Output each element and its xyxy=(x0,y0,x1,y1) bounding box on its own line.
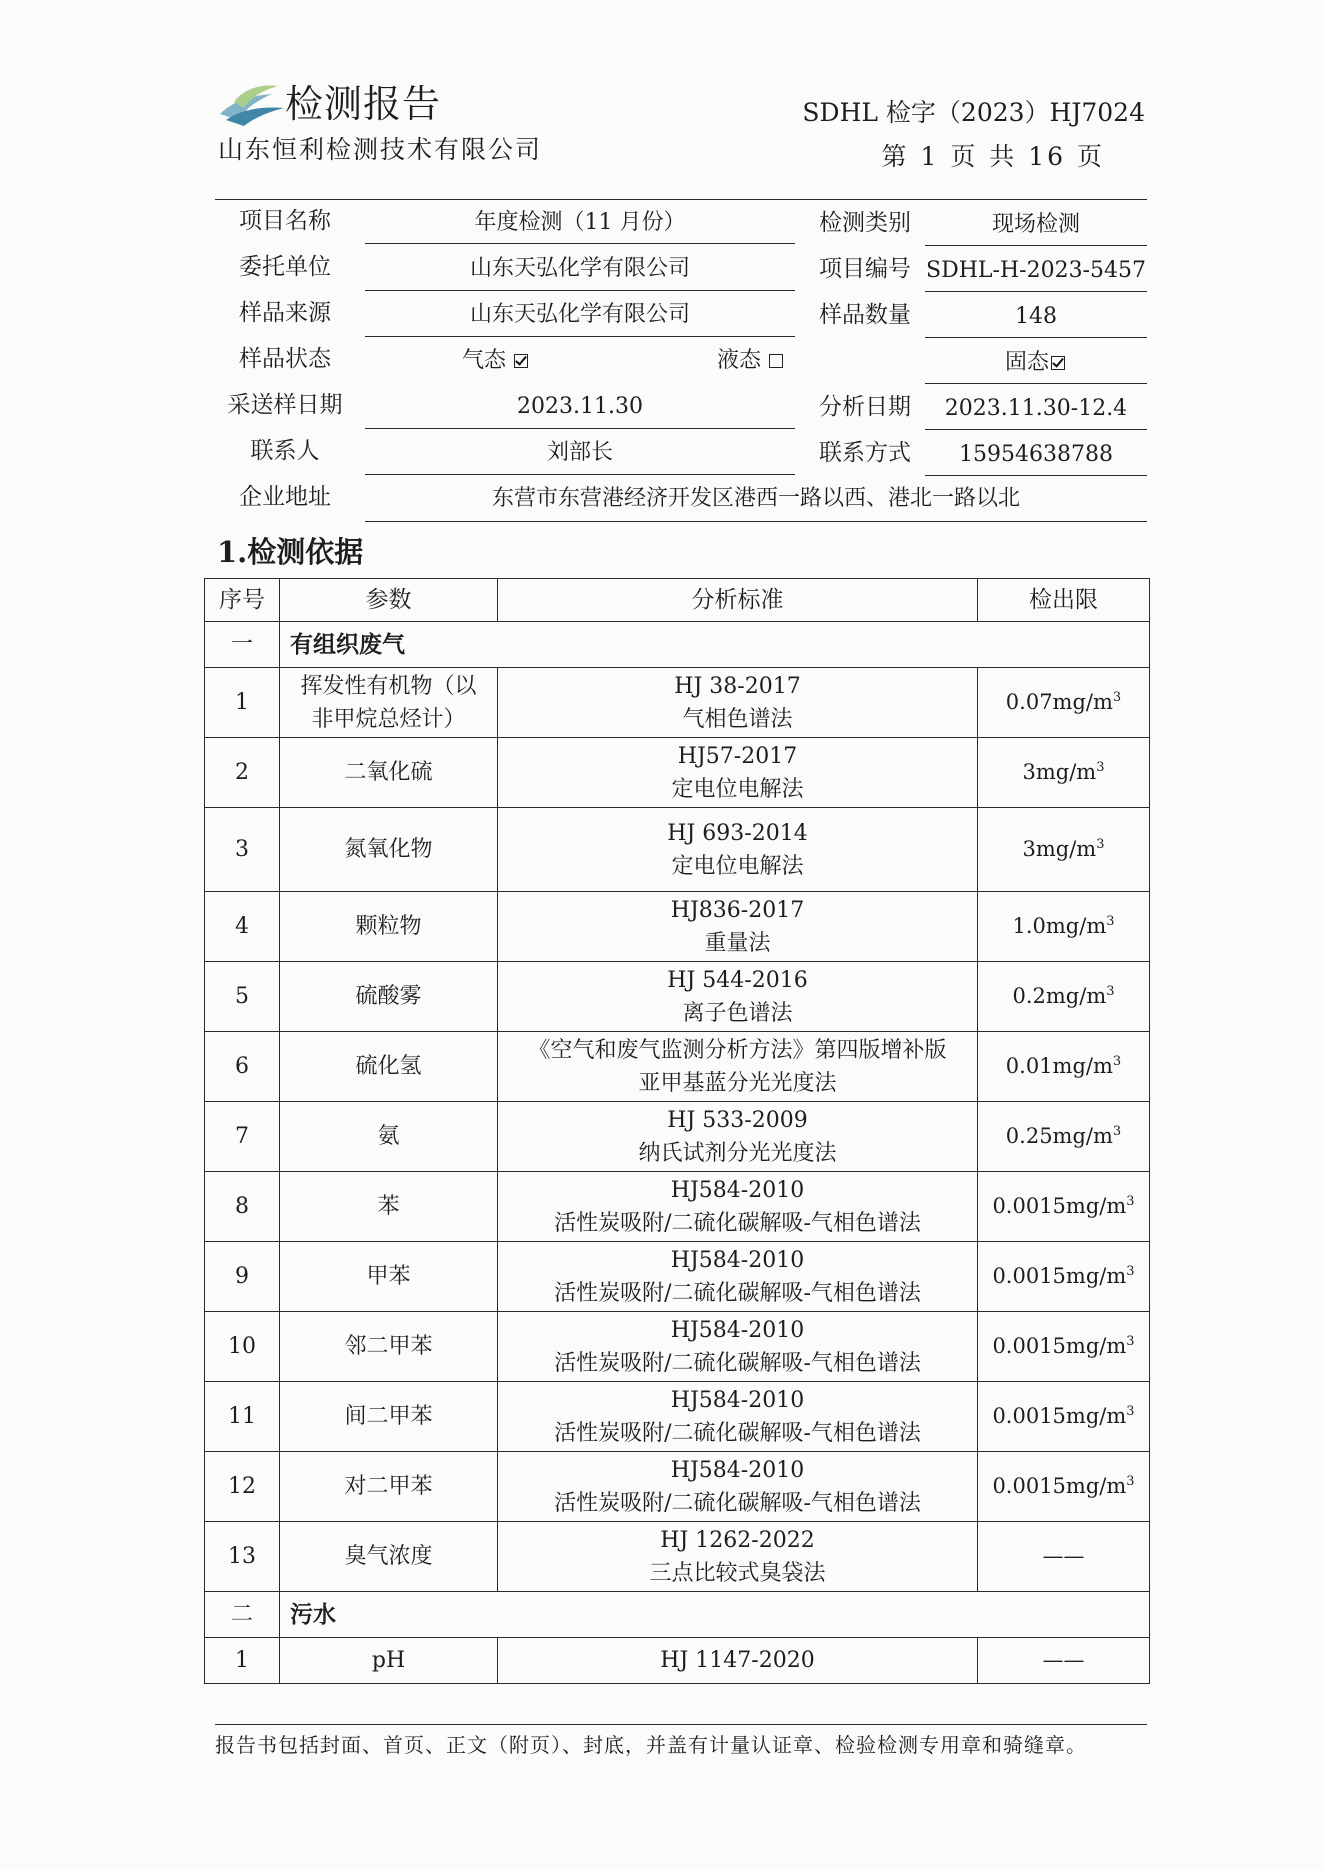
standard-line: 气相色谱法 xyxy=(682,706,793,732)
row-no: 6 xyxy=(205,1032,280,1102)
underline xyxy=(925,383,1147,384)
test-basis-table xyxy=(204,578,1150,1684)
sample-source-value: 山东天弘化学有限公司 xyxy=(469,302,690,327)
standard-line: 重量法 xyxy=(704,930,771,956)
row-limit xyxy=(978,1638,1150,1684)
table-row xyxy=(205,1452,1150,1522)
limit-value: 0.2mg/m xyxy=(1012,984,1107,1008)
limit-unit-exponent: 3 xyxy=(1096,760,1105,775)
standard-line: HJ584-2010 xyxy=(670,1457,805,1483)
contact-label: 联系人 xyxy=(250,438,320,464)
sampling-date-value: 2023.11.30 xyxy=(517,394,643,419)
standard-line: 亚甲基蓝分光光度法 xyxy=(638,1070,837,1096)
row-param xyxy=(280,962,498,1032)
standard-line: 定电位电解法 xyxy=(671,853,804,879)
table-row xyxy=(205,808,1150,892)
sample-source-label: 样品来源 xyxy=(239,300,331,326)
limit-value: 0.0015mg/m xyxy=(992,1334,1127,1358)
solid-checkbox xyxy=(1051,356,1065,370)
row-standard xyxy=(498,1452,978,1522)
standard-line: HJ 544-2016 xyxy=(667,967,808,993)
param-line: 氮氧化物 xyxy=(344,837,433,862)
limit-value: 0.01mg/m xyxy=(1005,1054,1113,1078)
underline xyxy=(925,337,1147,338)
param-line: 对二甲苯 xyxy=(344,1474,433,1499)
standard-line: HJ 693-2014 xyxy=(667,820,808,846)
table-row xyxy=(205,892,1150,962)
param-line: 非甲烷总烃计） xyxy=(311,706,466,732)
param-line: 苯 xyxy=(377,1194,400,1219)
row-standard xyxy=(498,1522,978,1592)
category-name: 污水 xyxy=(280,1592,1150,1638)
header-limit: 检出限 xyxy=(978,579,1150,622)
row-no: 1 xyxy=(205,668,280,738)
category-row xyxy=(205,622,1150,668)
param-line: 二氧化硫 xyxy=(344,760,433,785)
row-limit xyxy=(978,892,1150,962)
row-limit xyxy=(978,1242,1150,1312)
row-limit xyxy=(978,1172,1150,1242)
address-label: 企业地址 xyxy=(239,484,331,510)
limit-value: 0.0015mg/m xyxy=(992,1474,1127,1498)
param-line: 邻二甲苯 xyxy=(344,1334,433,1359)
standard-line: HJ584-2010 xyxy=(670,1177,805,1203)
underline xyxy=(365,474,795,475)
limit-unit-exponent: 3 xyxy=(1126,1404,1135,1419)
sampling-date-label: 采送样日期 xyxy=(227,392,343,418)
table-row xyxy=(205,1102,1150,1172)
row-limit xyxy=(978,1452,1150,1522)
row-limit xyxy=(978,1102,1150,1172)
row-limit xyxy=(978,1032,1150,1102)
header-divider xyxy=(215,199,1147,200)
limit-unit-exponent: 3 xyxy=(1126,1264,1135,1279)
standard-line: HJ 1147-2020 xyxy=(660,1648,815,1673)
row-limit xyxy=(978,668,1150,738)
client-value: 山东天弘化学有限公司 xyxy=(469,256,690,281)
category-row xyxy=(205,1592,1150,1638)
test-type-label: 检测类别 xyxy=(819,210,911,236)
standard-line: HJ 533-2009 xyxy=(667,1107,808,1133)
param-line: 硫酸雾 xyxy=(355,984,422,1009)
row-no: 2 xyxy=(205,738,280,808)
report-number: SDHL 检字（2023）HJ7024 xyxy=(802,98,1145,127)
table-body xyxy=(205,622,1150,1684)
row-standard xyxy=(498,1638,978,1684)
limit-unit-exponent: 3 xyxy=(1096,837,1105,852)
table-row xyxy=(205,962,1150,1032)
header-param: 参数 xyxy=(280,579,498,622)
row-standard xyxy=(498,1102,978,1172)
standard-line: 纳氏试剂分光光度法 xyxy=(638,1140,837,1166)
underline xyxy=(925,429,1147,430)
row-param xyxy=(280,1638,498,1684)
underline xyxy=(925,475,1147,476)
report-title: 检测报告 xyxy=(285,82,442,126)
row-standard xyxy=(498,738,978,808)
limit-unit-exponent: 3 xyxy=(1112,1124,1122,1139)
address-value: 东营市东营港经济开发区港西一路以西、港北一路以北 xyxy=(491,486,1020,511)
row-param xyxy=(280,1522,498,1592)
underline xyxy=(365,243,795,244)
param-line: 氨 xyxy=(377,1124,400,1149)
param-line: pH xyxy=(371,1648,406,1673)
standard-line: 活性炭吸附/二硫化碳解吸-气相色谱法 xyxy=(554,1210,921,1236)
sample-state-label: 样品状态 xyxy=(239,346,331,372)
header-no: 序号 xyxy=(205,579,280,622)
client-label: 委托单位 xyxy=(239,254,331,280)
standard-line: HJ584-2010 xyxy=(670,1247,805,1273)
limit-value: 0.0015mg/m xyxy=(992,1404,1127,1428)
row-standard xyxy=(498,892,978,962)
param-line: 挥发性有机物（以 xyxy=(300,673,477,699)
sample-qty-value: 148 xyxy=(1015,304,1057,329)
table-row xyxy=(205,1172,1150,1242)
param-line: 颗粒物 xyxy=(355,914,422,939)
row-param xyxy=(280,1032,498,1102)
underline xyxy=(365,336,795,337)
limit-value: 0.07mg/m xyxy=(1005,690,1113,714)
standard-line: HJ584-2010 xyxy=(670,1317,805,1343)
row-param xyxy=(280,808,498,892)
analysis-date-label: 分析日期 xyxy=(819,394,911,420)
row-standard xyxy=(498,962,978,1032)
project-no-label: 项目编号 xyxy=(819,256,911,282)
standard-line: 活性炭吸附/二硫化碳解吸-气相色谱法 xyxy=(554,1420,921,1446)
row-param xyxy=(280,668,498,738)
header-standard: 分析标准 xyxy=(498,579,978,622)
analysis-date-value: 2023.11.30-12.4 xyxy=(944,396,1128,421)
row-no: 13 xyxy=(205,1522,280,1592)
state-solid-label: 固态 xyxy=(1004,350,1049,375)
standard-line: HJ836-2017 xyxy=(670,897,805,923)
param-line: 臭气浓度 xyxy=(344,1544,433,1569)
category-name: 有组织废气 xyxy=(280,622,1150,668)
standard-line: HJ 38-2017 xyxy=(674,673,801,699)
table-row xyxy=(205,1382,1150,1452)
limit-unit-exponent: 3 xyxy=(1126,1474,1135,1489)
standard-line: HJ584-2010 xyxy=(670,1387,805,1413)
limit-value: 1.0mg/m xyxy=(1012,914,1107,938)
category-no: 二 xyxy=(205,1592,280,1638)
row-limit xyxy=(978,962,1150,1032)
row-standard xyxy=(498,1312,978,1382)
row-standard xyxy=(498,668,978,738)
contact-value: 刘部长 xyxy=(546,440,613,465)
standard-line: HJ57-2017 xyxy=(677,743,798,769)
sample-qty-label: 样品数量 xyxy=(819,302,911,328)
standard-line: 离子色谱法 xyxy=(682,1000,793,1026)
standard-line: 活性炭吸附/二硫化碳解吸-气相色谱法 xyxy=(554,1280,921,1306)
standard-line: 《空气和废气监测分析方法》第四版增补版 xyxy=(528,1037,947,1063)
standard-line: 三点比较式臭袋法 xyxy=(649,1560,826,1586)
row-no: 11 xyxy=(205,1382,280,1452)
row-no: 10 xyxy=(205,1312,280,1382)
row-limit xyxy=(978,1312,1150,1382)
section-title: 1.检测依据 xyxy=(217,535,364,569)
page-indicator: 第 1 页 共 16 页 xyxy=(881,142,1105,171)
table-header-row xyxy=(205,579,1150,622)
row-param xyxy=(280,1312,498,1382)
row-param xyxy=(280,892,498,962)
standard-line: 定电位电解法 xyxy=(671,776,804,802)
limit-unit-exponent: 3 xyxy=(1126,1334,1135,1349)
table-row xyxy=(205,1522,1150,1592)
table-row xyxy=(205,1312,1150,1382)
row-no: 8 xyxy=(205,1172,280,1242)
row-limit xyxy=(978,738,1150,808)
footer-note: 报告书包括封面、首页、正文（附页）、封底，并盖有计量认证章、检验检测专用章和骑缝章。 xyxy=(215,1733,1087,1757)
limit-value: —— xyxy=(1042,1544,1085,1568)
table-row xyxy=(205,668,1150,738)
row-standard xyxy=(498,808,978,892)
row-param xyxy=(280,1172,498,1242)
limit-unit-exponent: 3 xyxy=(1126,1194,1135,1209)
phone-value: 15954638788 xyxy=(959,442,1113,467)
standard-line: 活性炭吸附/二硫化碳解吸-气相色谱法 xyxy=(554,1350,921,1376)
row-standard xyxy=(498,1382,978,1452)
liquid-checkbox xyxy=(769,354,783,368)
limit-unit-exponent: 3 xyxy=(1112,690,1122,705)
row-no: 4 xyxy=(205,892,280,962)
limit-unit-exponent: 3 xyxy=(1106,914,1115,929)
underline xyxy=(365,521,1147,522)
test-type-value: 现场检测 xyxy=(991,212,1080,237)
row-standard xyxy=(498,1172,978,1242)
limit-value: 0.0015mg/m xyxy=(992,1194,1127,1218)
underline xyxy=(925,291,1147,292)
row-param xyxy=(280,1452,498,1522)
row-standard xyxy=(498,1032,978,1102)
limit-value: 3mg/m xyxy=(1022,760,1097,784)
row-no: 3 xyxy=(205,808,280,892)
project-name-label: 项目名称 xyxy=(239,208,331,234)
row-limit xyxy=(978,808,1150,892)
row-no: 9 xyxy=(205,1242,280,1312)
table-row xyxy=(205,1032,1150,1102)
standard-line: HJ 1262-2022 xyxy=(660,1527,815,1553)
state-liquid xyxy=(695,346,805,376)
table-row xyxy=(205,1242,1150,1312)
row-param xyxy=(280,738,498,808)
row-param xyxy=(280,1242,498,1312)
limit-value: —— xyxy=(1042,1648,1085,1672)
param-line: 甲苯 xyxy=(366,1264,411,1289)
gas-checkbox xyxy=(514,354,528,368)
limit-value: 3mg/m xyxy=(1022,837,1097,861)
state-solid xyxy=(980,348,1090,378)
table-row xyxy=(205,738,1150,808)
standard-line: 活性炭吸附/二硫化碳解吸-气相色谱法 xyxy=(554,1490,921,1516)
table-row xyxy=(205,1638,1150,1684)
limit-value: 0.25mg/m xyxy=(1005,1124,1113,1148)
row-param xyxy=(280,1102,498,1172)
row-no: 7 xyxy=(205,1102,280,1172)
underline xyxy=(365,428,795,429)
project-name-value: 年度检测（11 月份） xyxy=(474,210,686,235)
underline xyxy=(365,290,795,291)
limit-unit-exponent: 3 xyxy=(1112,1054,1122,1069)
row-limit xyxy=(978,1382,1150,1452)
state-liquid-label: 液态 xyxy=(716,348,761,373)
project-no-value: SDHL-H-2023-5457 xyxy=(926,258,1146,283)
row-no: 5 xyxy=(205,962,280,1032)
footer-divider xyxy=(215,1724,1147,1725)
limit-unit-exponent: 3 xyxy=(1106,984,1115,999)
row-limit xyxy=(978,1522,1150,1592)
category-no: 一 xyxy=(205,622,280,668)
company-name: 山东恒利检测技术有限公司 xyxy=(218,135,543,164)
state-gas xyxy=(440,346,550,376)
row-param xyxy=(280,1382,498,1452)
row-standard xyxy=(498,1242,978,1312)
company-logo xyxy=(218,80,286,128)
param-line: 间二甲苯 xyxy=(344,1404,433,1429)
row-no: 1 xyxy=(205,1638,280,1684)
phone-label: 联系方式 xyxy=(819,440,911,466)
row-no: 12 xyxy=(205,1452,280,1522)
param-line: 硫化氢 xyxy=(355,1054,422,1079)
underline xyxy=(925,245,1147,246)
limit-value: 0.0015mg/m xyxy=(992,1264,1127,1288)
state-gas-label: 气态 xyxy=(461,348,506,373)
